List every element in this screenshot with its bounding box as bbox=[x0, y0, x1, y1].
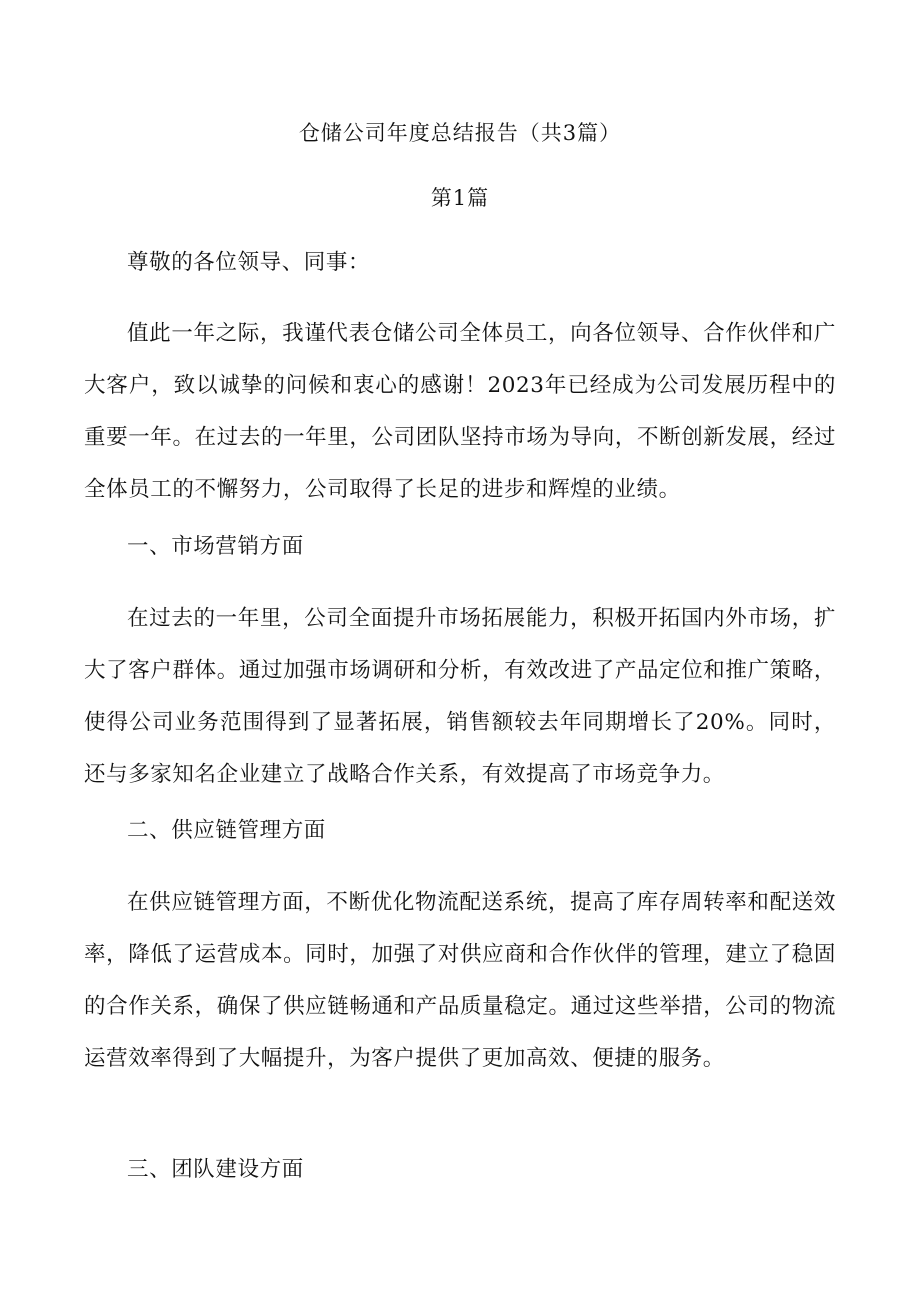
section-heading-team: 三、团队建设方面 bbox=[127, 1157, 304, 1182]
section-heading-marketing: 一、市场营销方面 bbox=[127, 534, 304, 559]
document-title: 仓储公司年度总结报告（共3篇） bbox=[298, 121, 622, 145]
section-heading-supply-chain: 二、供应链管理方面 bbox=[127, 818, 326, 843]
intro-paragraph: 值此一年之际，我谨代表仓储公司全体员工，向各位领导、合作伙伴和广大客户，致以诚挚的问候和衷心的感谢！2023年已经成为公司发展历程中的重要一年。在过去的一年里，公司团队坚持市场为导向，不断创新发展，经过全体员工的不懈努力，公司取得了长足的进步和辉煌的业绩。 bbox=[84, 321, 836, 502]
section-body-supply-chain: 在供应链管理方面，不断优化物流配送系统，提高了库存周转率和配送效率，降低了运营成本。同时，加强了对供应商和合作伙伴的管理，建立了稳固的合作关系，确保了供应链畅通和产品质量稳定。通过这些举措，公司的物流运营效率得到了大幅提升，为客户提供了更加高效、便捷的服务。 bbox=[84, 890, 836, 1071]
greeting-paragraph: 尊敬的各位领导、同事： bbox=[127, 250, 371, 275]
section-body-marketing: 在过去的一年里，公司全面提升市场拓展能力，积极开拓国内外市场，扩大了客户群体。通过加强市场调研和分析，有效改进了产品定位和推广策略，使得公司业务范围得到了显著拓展，销售额较去年同期增长了20%。同时，还与多家知名企业建立了战略合作关系，有效提高了市场竞争力。 bbox=[84, 606, 836, 787]
section-label: 第1篇 bbox=[430, 186, 490, 210]
